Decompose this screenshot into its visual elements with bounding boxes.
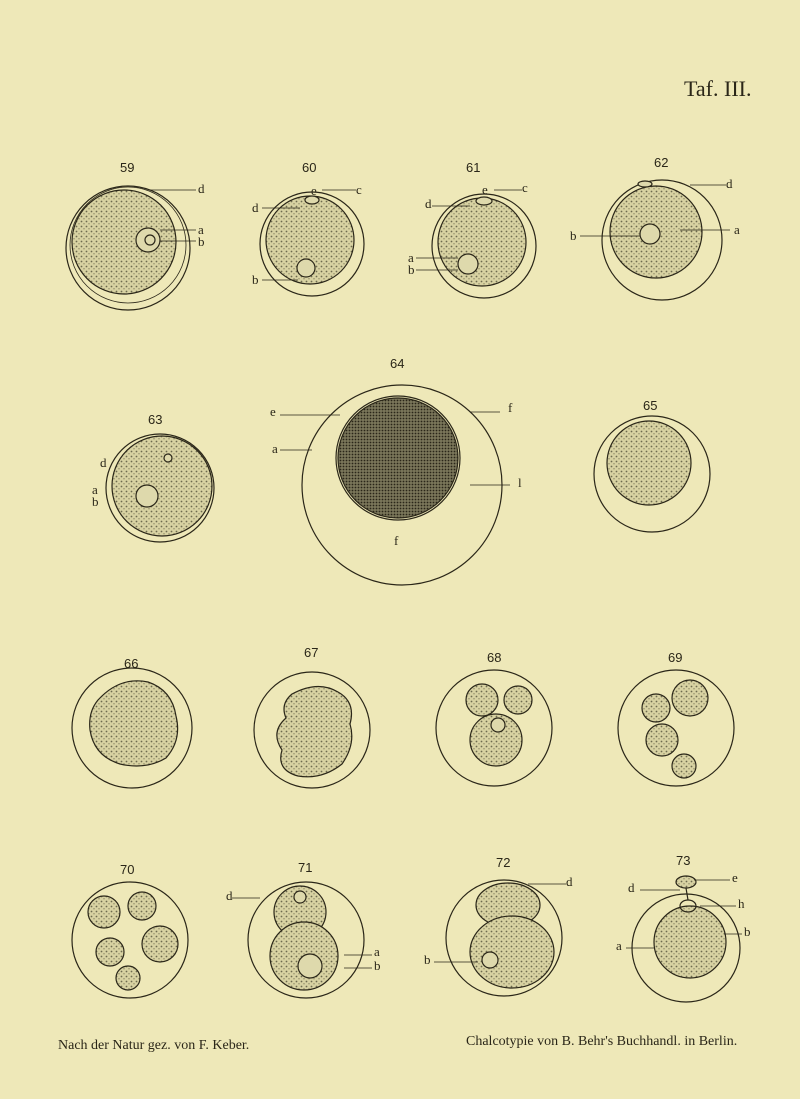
- fig71-label-d: d: [226, 888, 233, 903]
- fig73-label-d: d: [628, 880, 635, 895]
- fig60-label-c: c: [356, 182, 363, 197]
- fig60-label-b: b: [252, 272, 259, 287]
- figure-number-60: 60: [302, 160, 317, 175]
- figure-number-70: 70: [120, 862, 135, 877]
- fig72-label-b: b: [424, 952, 431, 967]
- figure-63: [106, 434, 214, 542]
- fig59-label-a: a: [198, 222, 205, 237]
- figure-number-65: 65: [643, 398, 658, 413]
- figure-number-71: 71: [298, 860, 313, 875]
- figure-70: [72, 882, 188, 998]
- figure-69: [618, 670, 734, 786]
- figure-72: [446, 880, 562, 996]
- fig61-label-e: e: [482, 182, 489, 197]
- fig64-label-l: l: [518, 475, 523, 490]
- fig64-label-f-bottom: f: [394, 533, 399, 548]
- plate-title: Taf. III.: [684, 76, 752, 101]
- figure-61: [432, 194, 536, 298]
- fig61-label-a: a: [408, 250, 415, 265]
- figure-number-73: 73: [676, 853, 691, 868]
- figure-number-62: 62: [654, 155, 669, 170]
- footer-credit-right: Chalcotypie von B. Behr's Buchhandl. in Berlin.: [466, 1034, 738, 1049]
- fig71-label-b: b: [374, 958, 381, 973]
- fig64-label-a: a: [272, 441, 279, 456]
- figure-68: [436, 670, 552, 786]
- figure-73: [632, 876, 740, 1002]
- figure-59: [66, 186, 190, 310]
- figure-number-68: 68: [487, 650, 502, 665]
- fig72-label-d: d: [566, 874, 573, 889]
- figure-65: [594, 416, 710, 532]
- fig60-label-e: e: [311, 183, 318, 198]
- fig73-label-h: h: [738, 896, 745, 911]
- figure-number-64: 64: [390, 356, 405, 371]
- fig59-label-d: d: [198, 181, 205, 196]
- figure-number-59: 59: [120, 160, 135, 175]
- leader-lines: [150, 185, 742, 968]
- figure-number-69: 69: [668, 650, 683, 665]
- figure-71: [248, 882, 364, 998]
- figure-67: [254, 672, 370, 788]
- fig73-label-e: e: [732, 870, 739, 885]
- fig63-label-b: b: [92, 494, 99, 509]
- fig64-label-f-top: f: [508, 400, 513, 415]
- footer-credit-left: Nach der Natur gez. von F. Keber.: [58, 1038, 250, 1053]
- fig71-label-a: a: [374, 944, 381, 959]
- fig73-label-a: a: [616, 938, 623, 953]
- fig61-label-c: c: [522, 180, 529, 195]
- fig63-label-a: a: [92, 482, 99, 497]
- fig62-label-b: b: [570, 228, 577, 243]
- fig61-label-b: b: [408, 262, 415, 277]
- fig59-label-b: b: [198, 234, 205, 249]
- figure-62: [602, 180, 722, 300]
- fig62-label-d: d: [726, 176, 733, 191]
- fig73-label-b: b: [744, 924, 751, 939]
- fig61-label-d: d: [425, 196, 432, 211]
- figure-number-63: 63: [148, 412, 163, 427]
- figure-number-67: 67: [304, 645, 319, 660]
- figure-number-72: 72: [496, 855, 511, 870]
- figure-number-66: 66: [124, 656, 139, 671]
- fig63-label-d: d: [100, 455, 107, 470]
- figure-number-61: 61: [466, 160, 481, 175]
- fig62-label-a: a: [734, 222, 741, 237]
- fig64-label-e: e: [270, 404, 277, 419]
- fig60-label-d: d: [252, 200, 259, 215]
- figure-66: [72, 668, 192, 788]
